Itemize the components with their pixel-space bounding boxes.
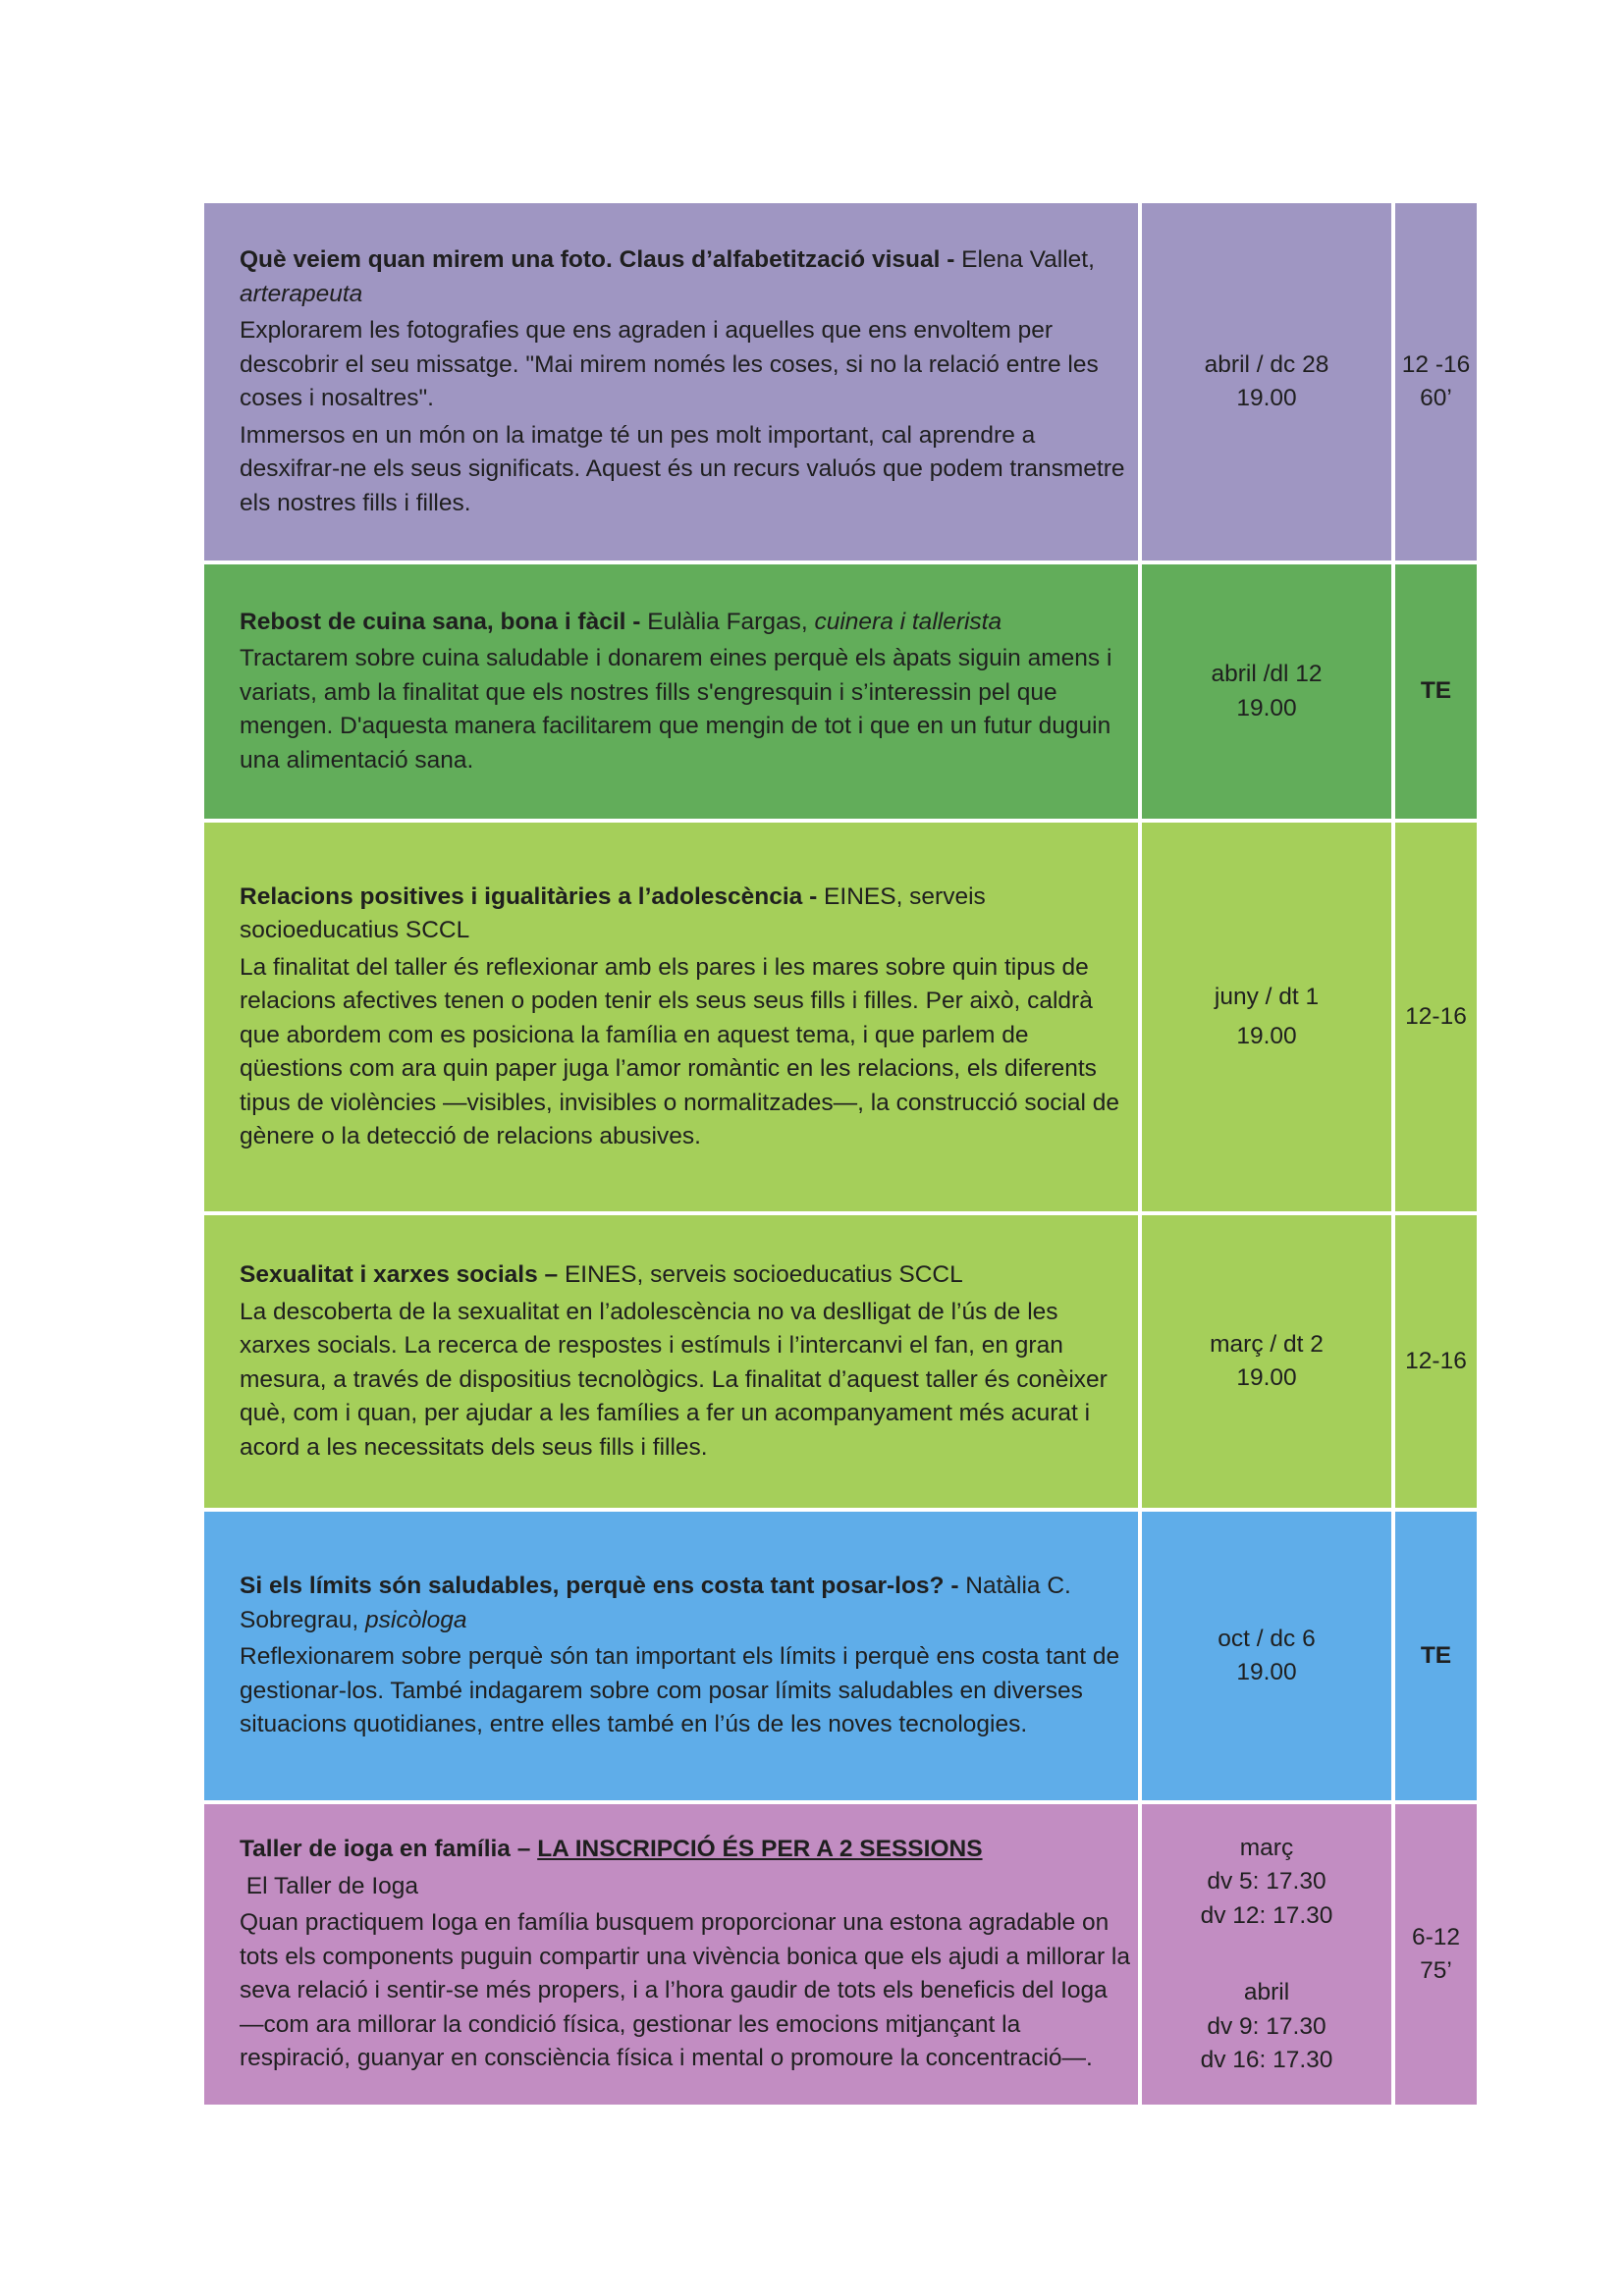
workshop-paragraph: Reflexionarem sobre perquè són tan important els límits i perquè ens costa tant de gestionar-los. També indagarem sobre com posar límits saludables en diverses situacions quotidianes, entre elles també en l’ús de les noves tecnologies. — [240, 1643, 1120, 1738]
age-range: 12 -16 — [1401, 350, 1471, 378]
workshop-duration: 60’ — [1420, 385, 1452, 411]
table-row — [202, 1510, 1479, 1802]
workshop-schedule — [1140, 1213, 1393, 1510]
workshop-heading — [240, 243, 1134, 311]
workshop-speaker: Eulàlia Fargas, — [647, 608, 815, 635]
workshop-description — [202, 201, 1140, 562]
workshop-date: abril /dl 12 — [1211, 661, 1323, 687]
workshop-title: Relacions positives i igualitàries a l’adolescència - — [240, 882, 825, 910]
workshop-title: Rebost de cuina sana, bona i fàcil - — [240, 608, 648, 635]
workshop-paragraph: Explorarem les fotografies que ens agraden i aquelles que ens envoltem per descobrir el seu missatge. "Mai mirem només les coses, si no la relació entre les coses i nosaltres". — [240, 317, 1099, 411]
workshop-date: oct / dc 6 — [1218, 1625, 1316, 1652]
session-month: març — [1239, 1834, 1294, 1861]
workshop-age — [1393, 821, 1479, 1213]
table-row — [202, 1213, 1479, 1510]
workshop-speaker: Elena Vallet, — [961, 246, 1095, 273]
workshop-speaker: Natàlia C. Sobregrau, — [240, 1573, 1071, 1633]
workshop-paragraph: La descoberta de la sexualitat en l’adolescència no va deslligat de l’ús de les xarxes socials. La recerca de respostes i estímuls i l’intercanvi el fan, en gran mesura, a través de dispositius tecnològics. La finalitat d’aquest taller és conèixer què, com i quan, per ajudar a les famílies a fer un acompanyament més acurat i acord a les necessitats dels seus fills i filles. — [240, 1298, 1108, 1461]
speaker-role: cuinera i tallerista — [814, 608, 1002, 635]
workshop-age — [1393, 201, 1479, 562]
workshop-description — [202, 562, 1140, 821]
workshop-heading — [240, 606, 1134, 640]
workshop-description — [202, 821, 1140, 1213]
workshop-title: Què veiem quan mirem una foto. Claus d’alfabetització visual - — [240, 246, 962, 273]
age-range: 12-16 — [1405, 1002, 1467, 1030]
session-time: dv 9: 17.30 — [1207, 2012, 1326, 2040]
workshop-table — [200, 199, 1481, 2109]
age-range: TE — [1420, 1641, 1452, 1669]
workshop-paragraph: Quan practiquem Ioga en família busquem proporcionar una estona agradable on tots els components puguin compartir una vivència bonica que els ajudi a millorar la seva relació i sentir-se més propers, i a l’hora gaudir de tots els beneficis del Ioga —com ara millorar la condició física, gestionar les emocions mitjançant la respiració, guanyar en consciència física i mental o promoure la concentració—. — [240, 1909, 1130, 2072]
workshop-speaker: EINES, serveis socioeducatius SCCL — [240, 882, 986, 943]
workshop-time: 19.00 — [1236, 1023, 1297, 1049]
workshop-paragraph: La finalitat del taller és reflexionar amb els pares i les mares sobre quin tipus de relacions afectives tenen o poden tenir els seus seus fills i filles. Per això, caldrà que abordem com es posiciona la família en aquest tema, i que parlem de qüestions com ara quin paper juga l’amor romàntic en les relacions, els diferents tipus de violències —visibles, invisibles o normalitzades—, la construcció social de gènere o la detecció de relacions abusives. — [240, 953, 1120, 1149]
workshop-title: Taller de ioga en família – — [240, 1836, 538, 1863]
age-range: 6-12 — [1411, 1923, 1461, 1950]
speaker-role: arterapeuta — [240, 280, 363, 307]
workshop-schedule — [1140, 1510, 1393, 1802]
workshop-age — [1393, 562, 1479, 821]
workshop-description — [202, 1510, 1140, 1802]
workshop-paragraph: Immersos en un món on la imatge té un pes molt important, cal aprendre a desxifrar-ne els seus significats. Aquest és un recurs valuós que podem transmetre els nostres fills i filles. — [240, 421, 1125, 516]
workshop-speaker: El Taller de Ioga — [240, 1872, 419, 1899]
workshop-description — [202, 1802, 1140, 2107]
workshop-description — [202, 1213, 1140, 1510]
workshop-date: abril / dc 28 — [1204, 350, 1329, 378]
table-row — [202, 562, 1479, 821]
workshop-schedule — [1140, 821, 1393, 1213]
schedule-spacer — [1142, 1954, 1391, 1976]
workshop-time: 19.00 — [1236, 1364, 1297, 1391]
workshop-heading — [240, 1258, 1134, 1293]
age-range: TE — [1420, 677, 1452, 705]
workshop-heading — [240, 1570, 1134, 1637]
session-month: abril — [1243, 1979, 1290, 2005]
workshop-title: Sexualitat i xarxes socials – — [240, 1261, 565, 1288]
table-row — [202, 1802, 1479, 2107]
workshop-age — [1393, 1510, 1479, 1802]
workshop-heading — [240, 1833, 1134, 1867]
workshop-time: 19.00 — [1236, 385, 1297, 411]
session-time: dv 5: 17.30 — [1207, 1868, 1326, 1895]
workshop-heading — [240, 881, 1134, 948]
workshop-time: 19.00 — [1236, 1659, 1297, 1685]
session-time: dv 12: 17.30 — [1200, 1901, 1333, 1929]
workshop-date: juny / dt 1 — [1214, 983, 1320, 1010]
table-row — [202, 821, 1479, 1213]
workshop-age — [1393, 1802, 1479, 2107]
workshop-age — [1393, 1213, 1479, 1510]
workshop-schedule — [1140, 201, 1393, 562]
workshop-paragraph: Tractarem sobre cuina saludable i donarem eines perquè els àpats siguin amens i variats, amb la finalitat que els nostres fills s'engresquin i s’interessin pel que mengen. D'aquesta manera facilitarem que mengin de tot i que en un futur duguin una alimentació sana. — [240, 645, 1112, 774]
table-row — [202, 201, 1479, 562]
workshop-schedule — [1140, 1802, 1393, 2107]
workshop-speaker: EINES, serveis socioeducatius SCCL — [564, 1261, 963, 1288]
session-time: dv 16: 17.30 — [1200, 2047, 1333, 2073]
workshop-time: 19.00 — [1236, 694, 1297, 721]
age-range: 12-16 — [1405, 1347, 1467, 1374]
workshop-schedule — [1140, 562, 1393, 821]
workshop-title: Si els límits són saludables, perquè ens costa tant posar-los? - — [240, 1573, 966, 1600]
speaker-role: psicòloga — [365, 1606, 467, 1633]
registration-note: LA INSCRIPCIÓ ÉS PER A 2 SESSIONS — [537, 1836, 983, 1863]
workshop-duration: 75’ — [1420, 1957, 1452, 1984]
workshop-date: març / dt 2 — [1210, 1330, 1324, 1358]
schedule-spacer — [1142, 1933, 1391, 1954]
